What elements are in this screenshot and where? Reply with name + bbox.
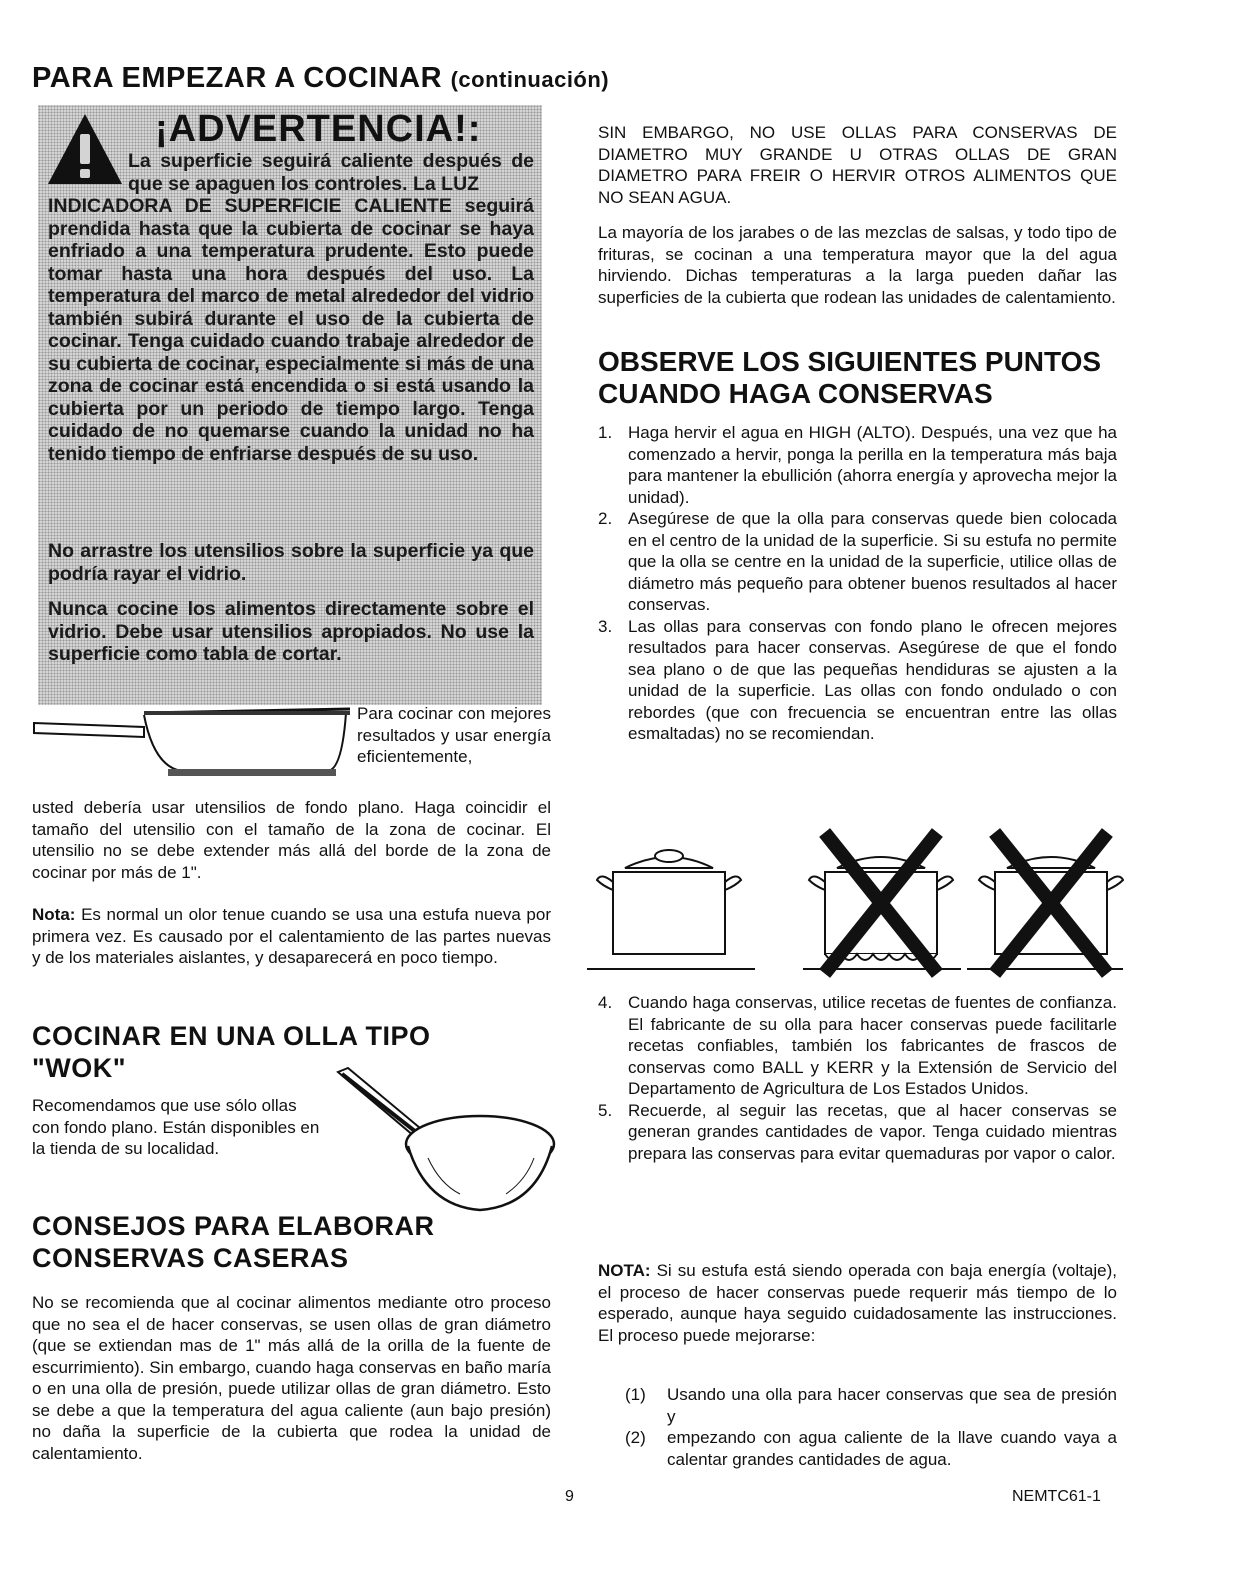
- wok-heading-line2: "WOK": [32, 1053, 127, 1083]
- wok-heading-line1: COCINAR EN UNA OLLA TIPO: [32, 1021, 431, 1051]
- warning-cutting-text: Nunca cocine los alimentos directamente sobre el vidrio. Debe usar utensilios apropiados. No use la superficie como tabla de cortar.: [48, 598, 534, 665]
- consejos-heading-line2: CONSERVAS CASERAS: [32, 1243, 349, 1273]
- list-item-text: Cuando haga conservas, utilice recetas de fuentes de confianza. El fabricante de su olla para hacer conservas puede facilitarle recetas confiables, también los fabricantes de frascos de conservas como BALL y KERR y la Extensión de Servicio del Departamento de Agricultura de Los Estados Unidos.: [628, 993, 1117, 1098]
- list-item-number: (2): [625, 1428, 646, 1447]
- list-item-text: Recuerde, al seguir las recetas, que al hacer conservas se generan grandes cantidades de vapor. Tenga cuidado mientras prepara las conservas para evitar quemaduras por vapor o calor.: [628, 1100, 1117, 1163]
- warning-lead-text: La superficie seguirá caliente después de que se apaguen los controles. La LUZ: [128, 150, 534, 195]
- list-item-text: Usando una olla para hacer conservas que sea de presión y: [667, 1385, 1117, 1426]
- page-number: 9: [565, 1488, 574, 1505]
- list-item-text: empezando con agua caliente de la llave cuando vaya a calentar grandes cantidades de agua.: [667, 1428, 1117, 1469]
- list-item: [598, 992, 1117, 1100]
- list-item-number: 5.: [598, 1100, 613, 1120]
- page-title-continuation: (continuación): [450, 67, 610, 92]
- warning-main-text: INDICADORA DE SUPERFICIE CALIENTE seguirá prendida hasta que la cubierta de cocinar se haya enfriado a una temperatura prudente. Esto puede tomar hasta una hora después del uso. La temperatura del marco de metal alrededor del vidrio también subirá durante el uso de la cubierta de cocinar. Tenga cuidado cuando trabaje alrededor de su cubierta de cocinar, especialmente si más de una zona de cocinar está encendida o si está usando la cubierta por un periodo de tiempo largo. Tenga cuidado de no quemarse cuando la unidad no ha tenido tiempo de enfriarse después de su uso.: [48, 195, 534, 465]
- list-item: [598, 422, 1117, 508]
- list-item: [598, 616, 1117, 745]
- warning-title: ¡ADVERTENCIA!:: [155, 108, 482, 150]
- list-item: [625, 1427, 1117, 1470]
- improvement-sublist: [625, 1384, 1117, 1470]
- observe-heading-line1: OBSERVE LOS SIGUIENTES PUNTOS: [598, 346, 1102, 377]
- list-item-number: 4.: [598, 993, 613, 1012]
- page-title-text: PARA EMPEZAR A COCINAR: [32, 62, 443, 94]
- warning-drag-text: No arrastre los utensilios sobre la superficie ya que podría rayar el vidrio.: [48, 540, 534, 585]
- nota-text: Es normal un olor tenue cuando se usa una estufa nueva por primera vez. Es causado por el calentamiento de las partes nuevas y de los materiales aislantes, y desaparecerá en poco tiempo.: [32, 905, 551, 967]
- document-code: NEMTC61-1: [1012, 1488, 1101, 1505]
- observe-heading-line2: CUANDO HAGA CONSERVAS: [598, 378, 993, 409]
- list-item-text: Asegúrese de que la olla para conservas quede bien colocada en el centro de la unidad de la superficie. Si su estufa no permite que la olla se centre en la unidad de la superficie, utilice ollas de diámetro más pequeño para obtener buenos resultados al hacer conservas.: [628, 509, 1117, 614]
- canning-caps-warning: SIN EMBARGO, NO USE OLLAS PARA CONSERVAS DE DIAMETRO MUY GRANDE U OTRAS OLLAS DE GRAN DIAMETRO PARA FREIR O HERVIR OTROS ALIMENTOS QUE NO SEAN AGUA.: [598, 123, 1117, 207]
- nota-label: NOTA:: [598, 1261, 651, 1280]
- wok-paragraph: Recomendamos que use sólo ollas con fondo plano. Están disponibles en la tienda de su localidad.: [32, 1096, 320, 1158]
- consejos-heading-line1: CONSEJOS PARA ELABORAR: [32, 1211, 435, 1241]
- consejos-heading: [32, 1210, 435, 1274]
- list-item-number: (1): [625, 1385, 646, 1404]
- canning-points-list-2: [598, 992, 1117, 1164]
- nota-text: Si su estufa está siendo operada con baja energía (voltaje), el proceso de hacer conservas puede requerir más tiempo de lo esperado, aunque haya seguido cuidadosamente las instrucciones. El proceso puede mejorarse:: [598, 1261, 1117, 1345]
- nota-label: Nota:: [32, 905, 76, 924]
- list-item-number: 3.: [598, 616, 613, 636]
- canning-points-list-1: [598, 422, 1117, 745]
- pan-caption: Para cocinar con mejores resultados y usar energía eficientemente,: [357, 704, 551, 766]
- list-item-text: Las ollas para conservas con fondo plano le ofrecen mejores resultados para hacer conservas. Asegúrese de que el fondo sea plano o de que las pequeñas hendiduras se ajusten a la unidad de la superficie. Las ollas con fondo ondulado o con rebordes (que con frecuencia se encuentran entre las ollas esmaltadas) no se recomiendan.: [628, 616, 1117, 743]
- list-item: [625, 1384, 1117, 1427]
- syrups-paragraph: La mayoría de los jarabes o de las mezclas de salsas, y todo tipo de frituras, se cocinan a una temperatura mayor que la del agua hirviendo. Dichas temperaturas a la larga pueden dañar las superficies de la cubierta que rodean las unidades de calentamiento.: [598, 223, 1117, 307]
- list-item-number: 1.: [598, 423, 613, 442]
- wok-illustration: [330, 1066, 560, 1214]
- consejos-paragraph: No se recomienda que al cocinar alimentos mediante otro proceso que no sea el de hacer conservas, se usen ollas de gran diámetro (que se extiendan mas de 1" más allá de la orilla de la fuente de escurrimiento). Sin embargo, cuando haga conservas en baño maría o en una olla de presión, puede utilizar ollas de gran diámetro. Esto se debe a que la temperatura del agua caliente (aun bajo presión) no daña la superficie de la cubierta que rodea la unidad de calentamiento.: [32, 1293, 551, 1463]
- observe-heading: [598, 346, 1118, 410]
- warning-triangle-icon: [46, 112, 124, 186]
- nota-paragraph: [32, 904, 551, 969]
- utensils-paragraph: usted debería usar utensilios de fondo plano. Haga coincidir el tamaño del utensilio con el tamaño de la zona de cocinar. El utensilio no se debe extender más allá del borde de la zona de cocinar por más de 1".: [32, 798, 551, 882]
- list-item: [598, 508, 1117, 616]
- list-item-number: 2.: [598, 509, 613, 528]
- list-item: [598, 1100, 1117, 1165]
- canning-pots-illustration: [585, 828, 1125, 978]
- low-voltage-nota: [598, 1260, 1117, 1346]
- correct-pot: [597, 850, 741, 954]
- flat-pan-illustration: [32, 703, 352, 781]
- page-title: [32, 62, 609, 95]
- list-item-text: Haga hervir el agua en HIGH (ALTO). Después, una vez que ha comenzado a hervir, ponga la perilla en la temperatura más baja para mantener la ebullición (ahorra energía y aprovecha mejor la unidad).: [628, 423, 1117, 507]
